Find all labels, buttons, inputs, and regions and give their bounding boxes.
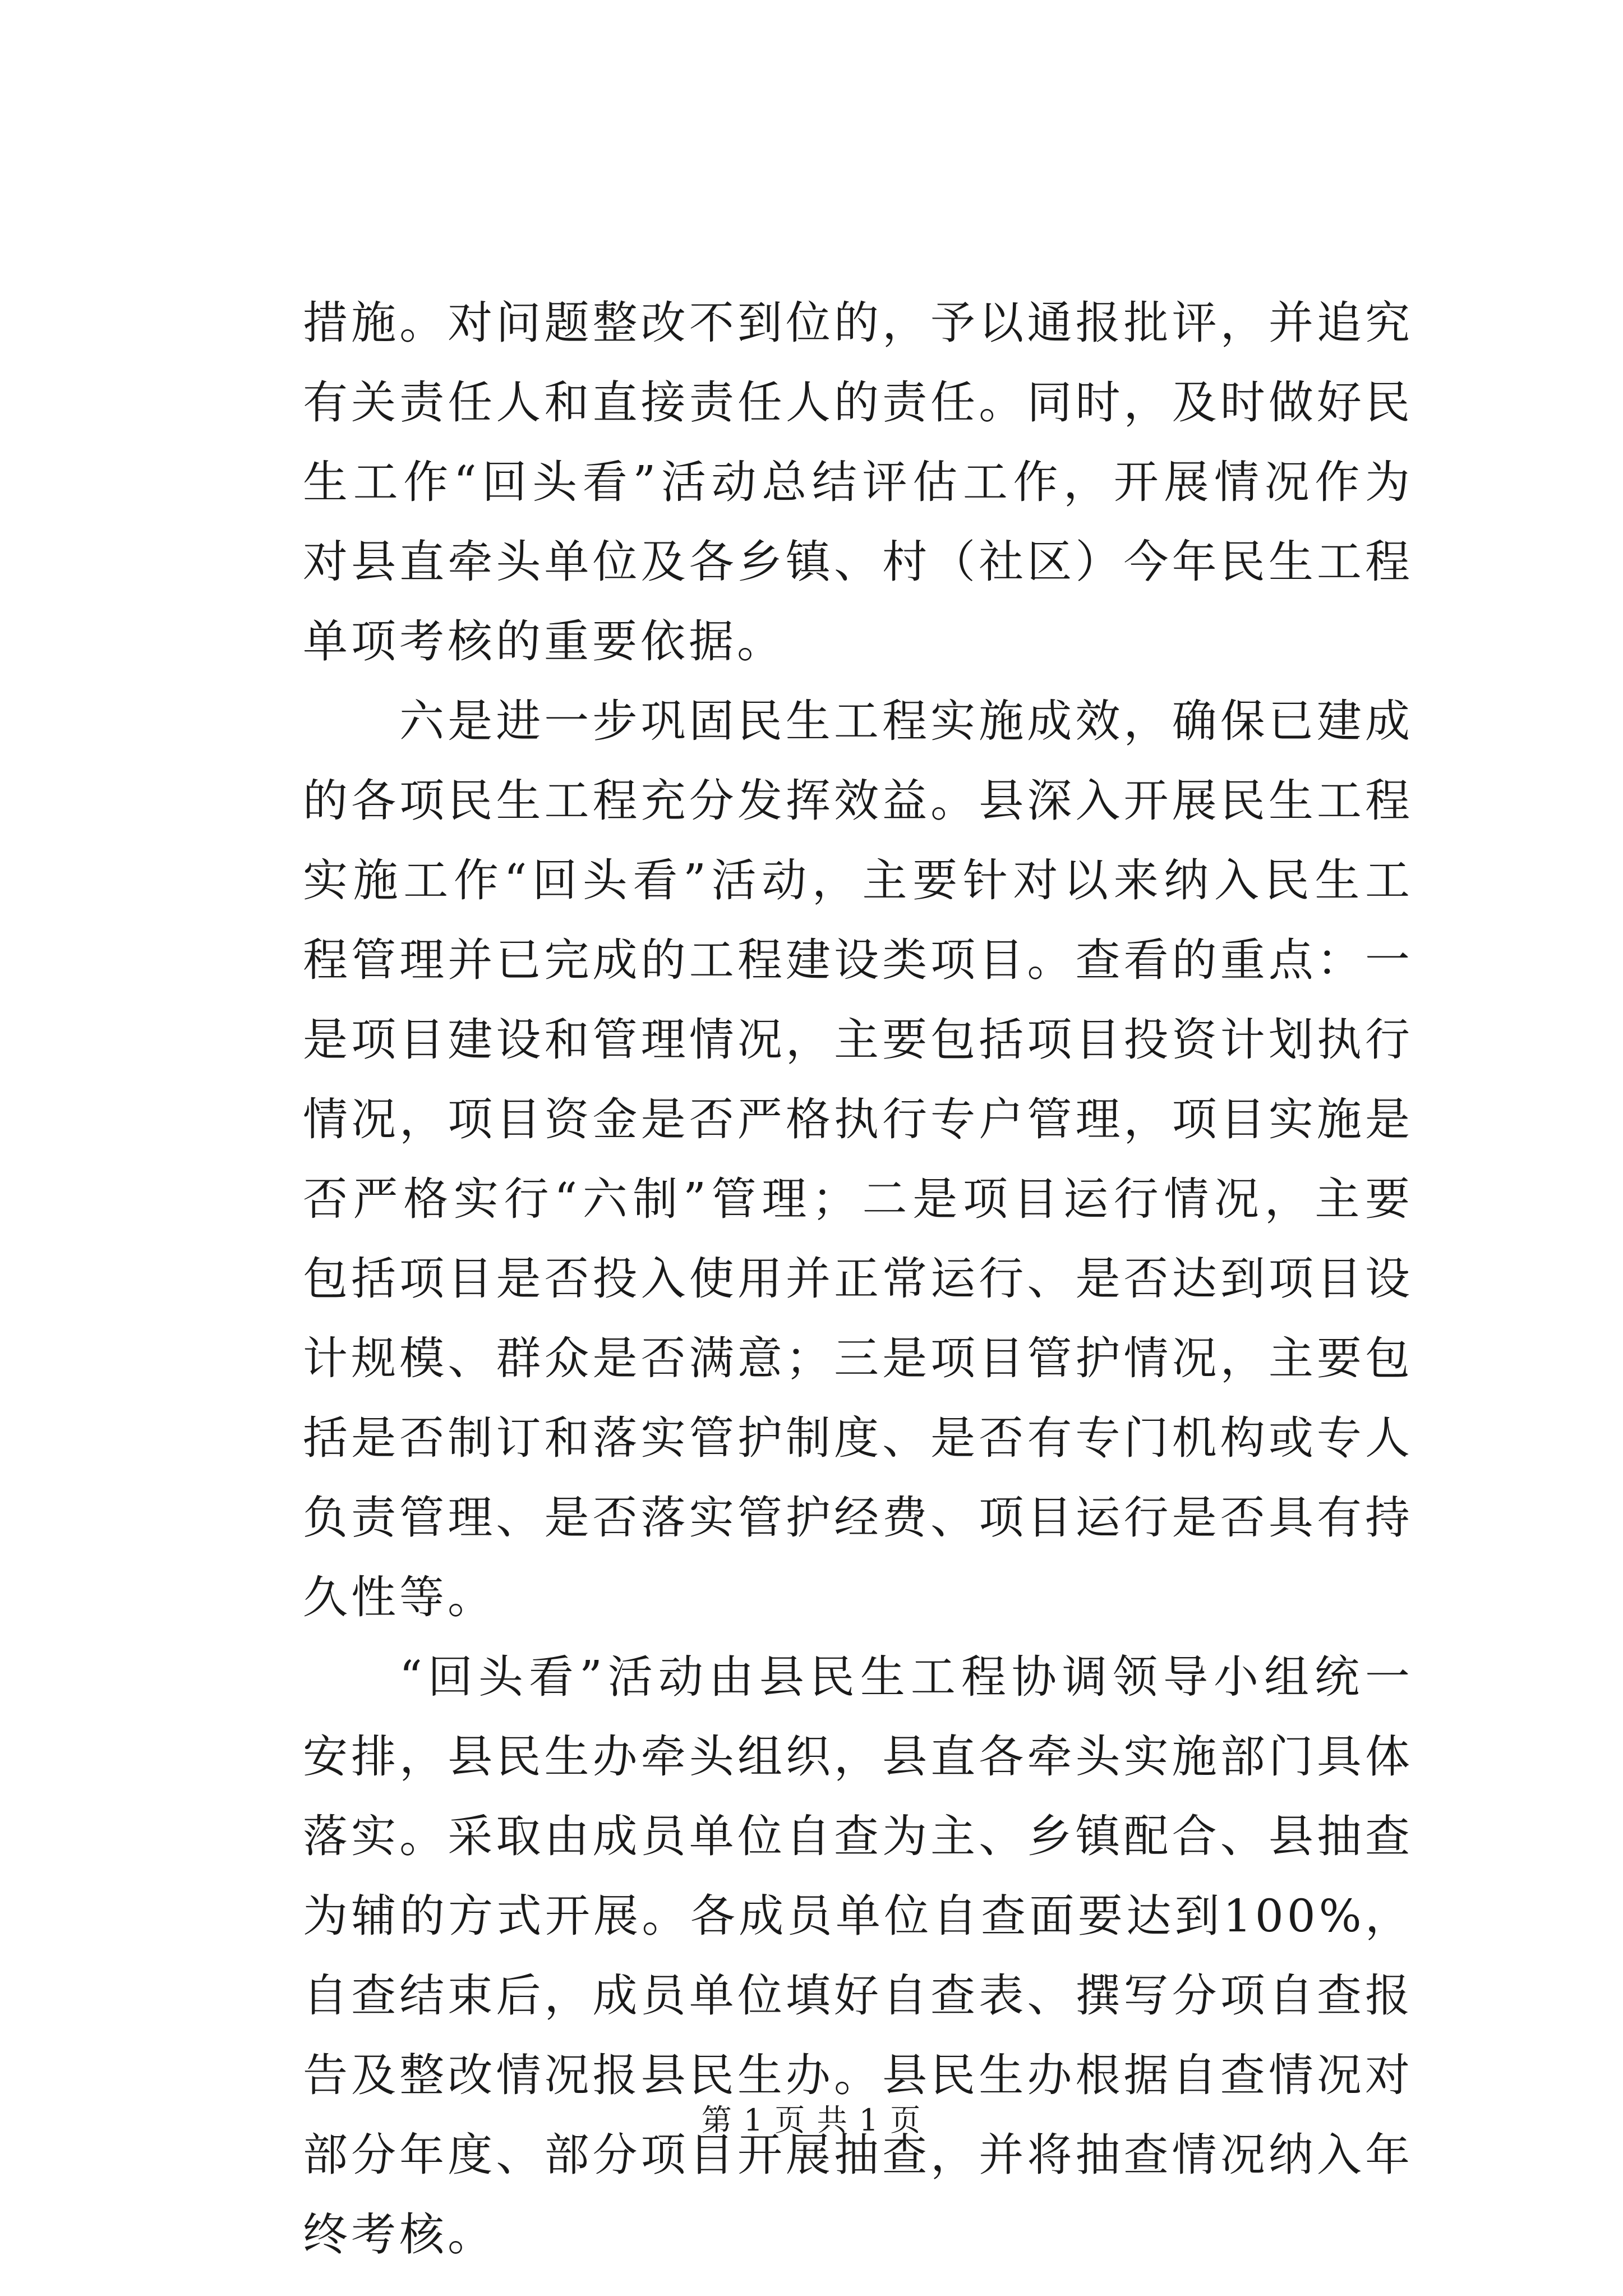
paragraph-continuation: 措施。对问题整改不到位的，予以通报批评，并追究有关责任人和直接责任人的责任。同时，及时做好民生工作“回头看”活动总结评估工作，开展情况作为对县直牵头单位及各乡镇、村（社区）今年民生工程单项考核的重要依据。	[303, 297, 1413, 668]
document-body	[303, 283, 1413, 2275]
page-footer: 第 1 页 共 1 页	[701, 2102, 922, 2138]
paragraph-item-six: 六是进一步巩固民生工程实施成效，确保已建成的各项民生工程充分发挥效益。县深入开展民生工程实施工作“回头看”活动，主要针对以来纳入民生工程管理并已完成的工程建设类项目。查看的重点：一是项目建设和管理情况，主要包括项目投资计划执行情况，项目资金是否严格执行专户管理，项目实施是否严格实行“六制”管理；二是项目运行情况，主要包括项目是否投入使用并正常运行、是否达到项目设计规模、群众是否满意；三是项目管护情况，主要包括是否制订和落实管护制度、是否有专门机构或专人负责管理、是否落实管护经费、项目运行是否具有持久性等。	[303, 695, 1413, 1623]
paragraph-review-activity: “回头看”活动由县民生工程协调领导小组统一安排，县民生办牵头组织，县直各牵头实施部门具体落实。采取由成员单位自查为主、乡镇配合、县抽查为辅的方式开展。各成员单位自查面要达到100%，自查结束后，成员单位填好自查表、撰写分项自查报告及整改情况报县民生办。县民生办根据自查情况对部分年度、部分项目开展抽查，并将抽查情况纳入年终考核。	[303, 1651, 1413, 2261]
